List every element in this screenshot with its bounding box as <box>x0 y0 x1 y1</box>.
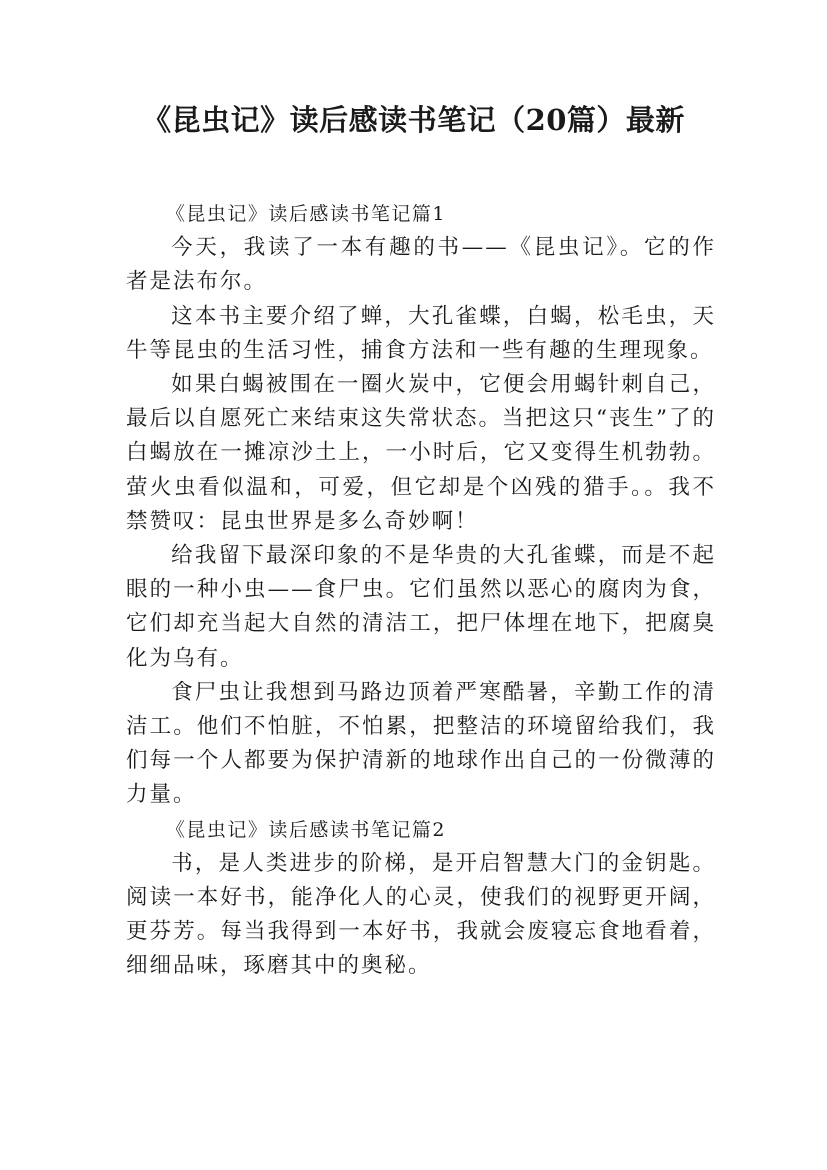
paragraph: 给我留下最深印象的不是华贵的大孔雀蝶，而是不起眼的一种小虫——食尸虫。它们虽然以恶心的腐肉为食，它们却充当起大自然的清洁工，把尸体埋在地下，把腐臭化为乌有。 <box>126 543 716 671</box>
document-title: 《昆虫记》读后感读书笔记（20篇）最新 <box>142 103 685 137</box>
section-heading: 《昆虫记》读后感读书笔记篇2 <box>165 818 446 841</box>
paragraph: 食尸虫让我想到马路边顶着严寒酷暑，辛勤工作的清洁工。他们不怕脏，不怕累，把整洁的环境留给我们，我们每一个人都要为保护清新的地球作出自己的一份微薄的力量。 <box>126 679 716 808</box>
paragraph: 这本书主要介绍了蝉，大孔雀蝶，白蝎，松毛虫，天牛等昆虫的生活习性，捕食方法和一些有趣的生理现象。 <box>126 303 716 363</box>
section-heading: 《昆虫记》读后感读书笔记篇1 <box>165 203 446 225</box>
paragraph: 书，是人类进步的阶梯，是开启智慧大门的金钥匙。阅读一本好书，能净化人的心灵，使我们的视野更开阔，更芬芳。每当我得到一本好书，我就会废寝忘食地看着，细细品味，琢磨其中的奥秘。 <box>126 850 716 979</box>
paragraph: 今天，我读了一本有趣的书——《昆虫记》。它的作者是法布尔。 <box>126 235 716 295</box>
paragraph: 如果白蝎被围在一圈火炭中，它便会用蝎针刺自己，最后以自愿死亡来结束这失常状态。当把这只“丧生”了的白蝎放在一摊凉沙土上，一小时后，它又变得生机勃勃。萤火虫看似温和，可爱，但它却是个凶残的猎手。。我不禁赞叹：昆虫世界是多么奇妙啊！ <box>126 372 716 534</box>
document-body <box>126 197 716 984</box>
